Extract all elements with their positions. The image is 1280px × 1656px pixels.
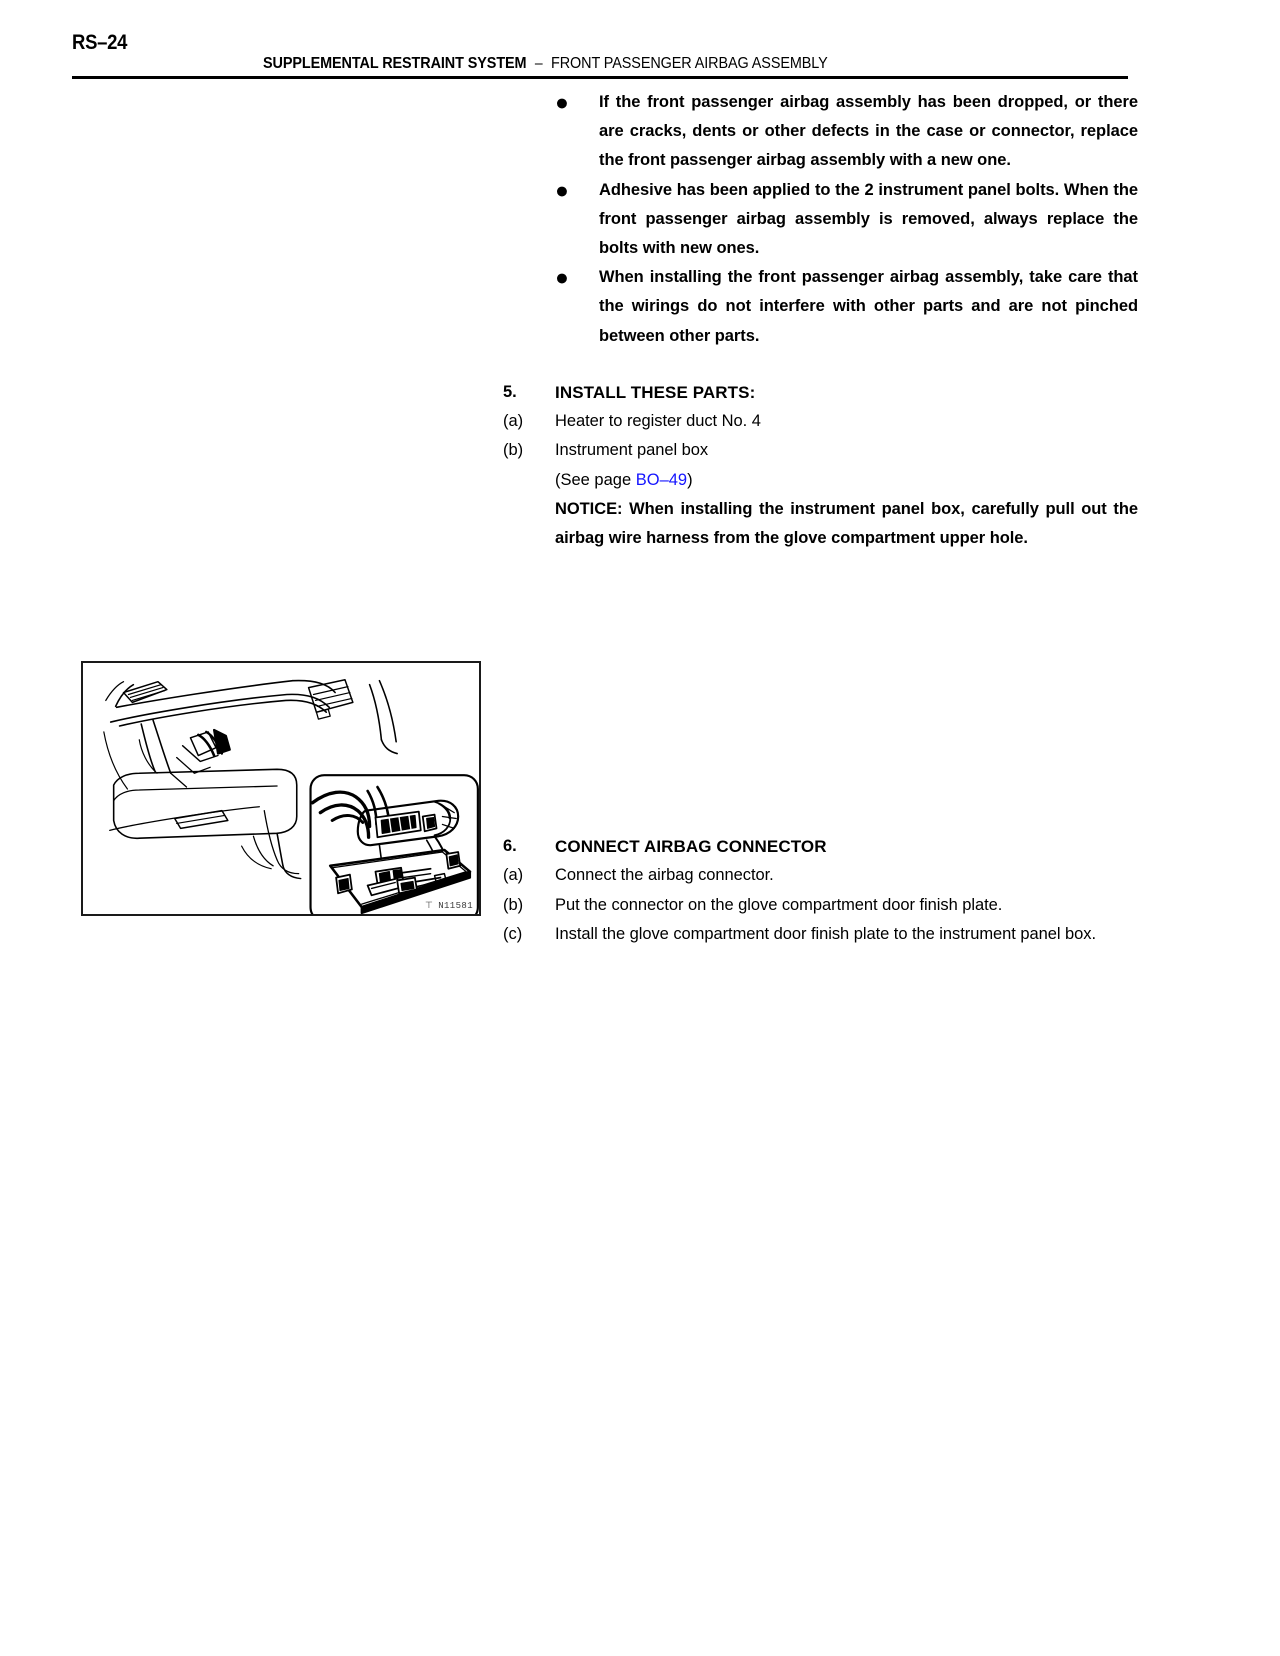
step-number: 6. — [503, 837, 517, 856]
notice-text: NOTICE: When installing the instrument panel box, carefully pull out the airbag wire harness from the glove compartment upper hole. — [555, 499, 1138, 548]
see-page-suffix: ) — [687, 470, 693, 489]
substep-marker: (b) — [503, 895, 524, 914]
step-title: CONNECT AIRBAG CONNECTOR — [555, 837, 827, 857]
list-item — [503, 263, 1138, 351]
note-text: Adhesive has been applied to the 2 instrument panel bolts. When the front passenger airbag assembly is removed, always replace the bolts with new ones. — [599, 180, 1138, 258]
figure-instrument-panel — [81, 661, 481, 916]
substep-marker: (c) — [503, 924, 523, 943]
substep-marker: (b) — [503, 441, 524, 460]
bullet-icon: ● — [555, 176, 569, 203]
breadcrumb-section: FRONT PASSENGER AIRBAG ASSEMBLY — [550, 55, 828, 72]
figure-code-text: N11581 — [438, 901, 473, 911]
note-text: If the front passenger airbag assembly has been dropped, or there are cracks, dents or other defects in the case or connector, replace the front passenger airbag assembly with a new one. — [599, 93, 1138, 170]
page-number: RS–24 — [72, 31, 128, 54]
substep-marker: (a) — [503, 866, 524, 885]
step-heading — [503, 832, 1138, 861]
substep-text: Put the connector on the glove compartment door finish plate. — [555, 895, 1003, 914]
substep — [503, 920, 1138, 949]
see-page-reference — [555, 466, 1138, 495]
substep — [503, 861, 1138, 890]
procedure-step-5 — [503, 378, 1138, 553]
breadcrumb-separator: – — [534, 55, 543, 72]
step-number: 5. — [503, 383, 517, 401]
substep — [503, 436, 1138, 553]
substep-text: Connect the airbag connector. — [555, 866, 774, 885]
bullet-icon: ● — [555, 89, 569, 115]
tick-icon: ⊤ — [424, 900, 434, 910]
substep — [503, 891, 1138, 920]
substep-text: Instrument panel box — [555, 441, 709, 460]
step-title: INSTALL THESE PARTS: — [555, 383, 756, 402]
notes-list — [503, 88, 1138, 351]
note-text: When installing the front passenger airbag assembly, take care that the wirings do not interfere with other parts and are not pinched between other parts. — [599, 268, 1138, 345]
bullet-icon: ● — [555, 264, 569, 291]
see-page-link[interactable]: BO–49 — [635, 470, 688, 489]
list-item — [503, 176, 1138, 264]
breadcrumb-system: SUPPLEMENTAL RESTRAINT SYSTEM — [263, 55, 527, 72]
substep-marker: (a) — [503, 412, 524, 431]
substep-text: Install the glove compartment door finish plate to the instrument panel box. — [555, 924, 1097, 943]
figure-part-code — [425, 900, 473, 911]
list-item — [503, 88, 1138, 176]
procedure-step-6 — [503, 832, 1138, 949]
substep-text: Heater to register duct No. 4 — [555, 412, 761, 431]
substep — [503, 407, 1138, 436]
step-heading — [503, 378, 1138, 407]
figure-illustration — [83, 663, 479, 914]
see-page-prefix: (See page — [555, 470, 636, 489]
